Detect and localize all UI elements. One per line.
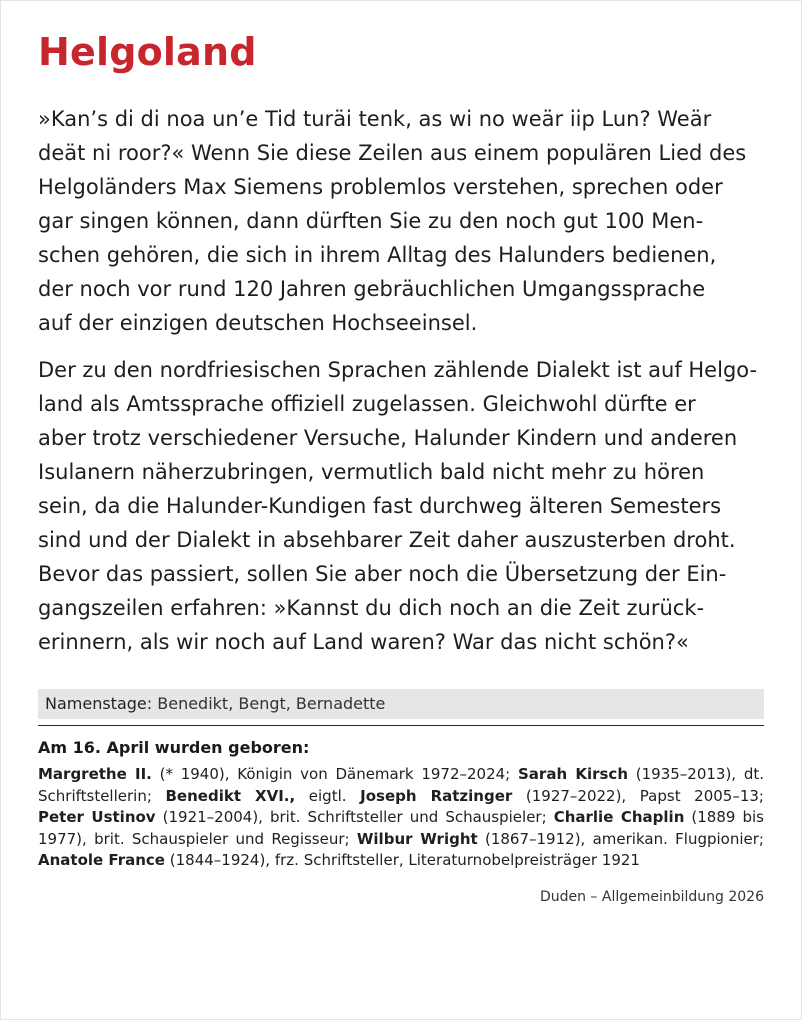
paragraph-line: »Kan’s di di noa un’e Tid turäi tenk, as wi no weär iip Lun? Weär xyxy=(38,107,712,131)
person-detail: 1977), brit. Schauspieler und Regisseur; xyxy=(38,829,357,848)
namenstage-label: Namenstage: xyxy=(45,694,153,713)
main-paragraph-2 xyxy=(38,353,764,659)
born-section-title: Am 16. April wurden geboren: xyxy=(38,738,310,757)
born-line xyxy=(38,829,764,851)
person-detail: (1867–1912), amerikan. Flugpionier; xyxy=(477,829,764,848)
person-detail: (1927–2022), Papst 2005–13; xyxy=(512,786,764,805)
person-name: Margrethe II. xyxy=(38,765,152,783)
born-line xyxy=(38,764,764,786)
paragraph-line: Helgoländers Max Siemens problemlos verstehen, sprechen oder xyxy=(38,175,723,199)
person-detail: Schriftstellerin; xyxy=(38,786,166,805)
paragraph-line: gar singen können, dann dürften Sie zu den noch gut 100 Men- xyxy=(38,209,704,233)
person-detail: (1921–2004), brit. Schriftsteller und Schauspieler; xyxy=(155,808,554,826)
paragraph-line: deät ni roor?« Wenn Sie diese Zeilen aus einem populären Lied des xyxy=(38,141,747,165)
footer-source: Duden – Allgemeinbildung 2026 xyxy=(539,889,764,905)
person-name: Anatole France xyxy=(38,851,165,869)
paragraph-line: erinnern, als wir noch auf Land waren? War das nicht schön?« xyxy=(38,630,689,654)
person-name: Peter Ustinov xyxy=(38,808,156,826)
paragraph-line: Bevor das passiert, sollen Sie aber noch die Übersetzung der Ein- xyxy=(38,562,727,586)
person-detail: (1844–1924), frz. Schriftsteller, Literaturnobelpreisträger 1921 xyxy=(164,851,640,869)
person-name: Wilbur Wright xyxy=(356,829,478,848)
paragraph-line: schen gehören, die sich in ihrem Alltag des Halunders bedienen, xyxy=(38,243,717,267)
person-detail: eigtl. xyxy=(295,786,361,805)
person-detail: (1935–2013), dt. xyxy=(628,765,764,783)
born-line xyxy=(38,786,764,808)
paragraph-line: land als Amtssprache offiziell zugelassen. Gleichwohl dürfte er xyxy=(38,392,696,416)
person-detail: (1889 bis xyxy=(684,808,764,826)
paragraph-line: gangszeilen erfahren: »Kannst du dich noch an die Zeit zurück- xyxy=(38,596,705,620)
born-list xyxy=(38,764,764,872)
paragraph-line: aber trotz verschiedener Versuche, Halunder Kindern und anderen xyxy=(38,426,738,450)
main-paragraph-1 xyxy=(38,102,764,340)
born-line xyxy=(38,807,764,829)
page-title: Helgoland xyxy=(38,30,257,74)
person-name: Sarah Kirsch xyxy=(518,765,628,783)
paragraph-line: sein, da die Halunder-Kundigen fast durchweg älteren Semesters xyxy=(38,494,722,518)
namenstage-box xyxy=(38,689,764,719)
section-divider xyxy=(38,725,764,726)
person-name: Joseph Ratzinger xyxy=(360,786,513,805)
paragraph-line: auf der einzigen deutschen Hochseeinsel. xyxy=(38,311,478,335)
paragraph-line: Isulanern näherzubringen, vermutlich bald nicht mehr zu hören xyxy=(38,460,705,484)
person-detail: (* 1940), Königin von Dänemark 1972–2024; xyxy=(151,765,518,783)
namenstage-names: Benedikt, Bengt, Bernadette xyxy=(157,694,386,713)
paragraph-line: sind und der Dialekt in absehbarer Zeit daher auszusterben droht. xyxy=(38,528,736,552)
paragraph-line: Der zu den nordfriesischen Sprachen zählende Dialekt ist auf Helgo- xyxy=(38,358,758,382)
person-name: Charlie Chaplin xyxy=(553,808,685,826)
paragraph-line: der noch vor rund 120 Jahren gebräuchlichen Umgangssprache xyxy=(38,277,706,301)
person-name: Benedikt XVI., xyxy=(165,786,296,805)
born-line xyxy=(38,850,764,872)
